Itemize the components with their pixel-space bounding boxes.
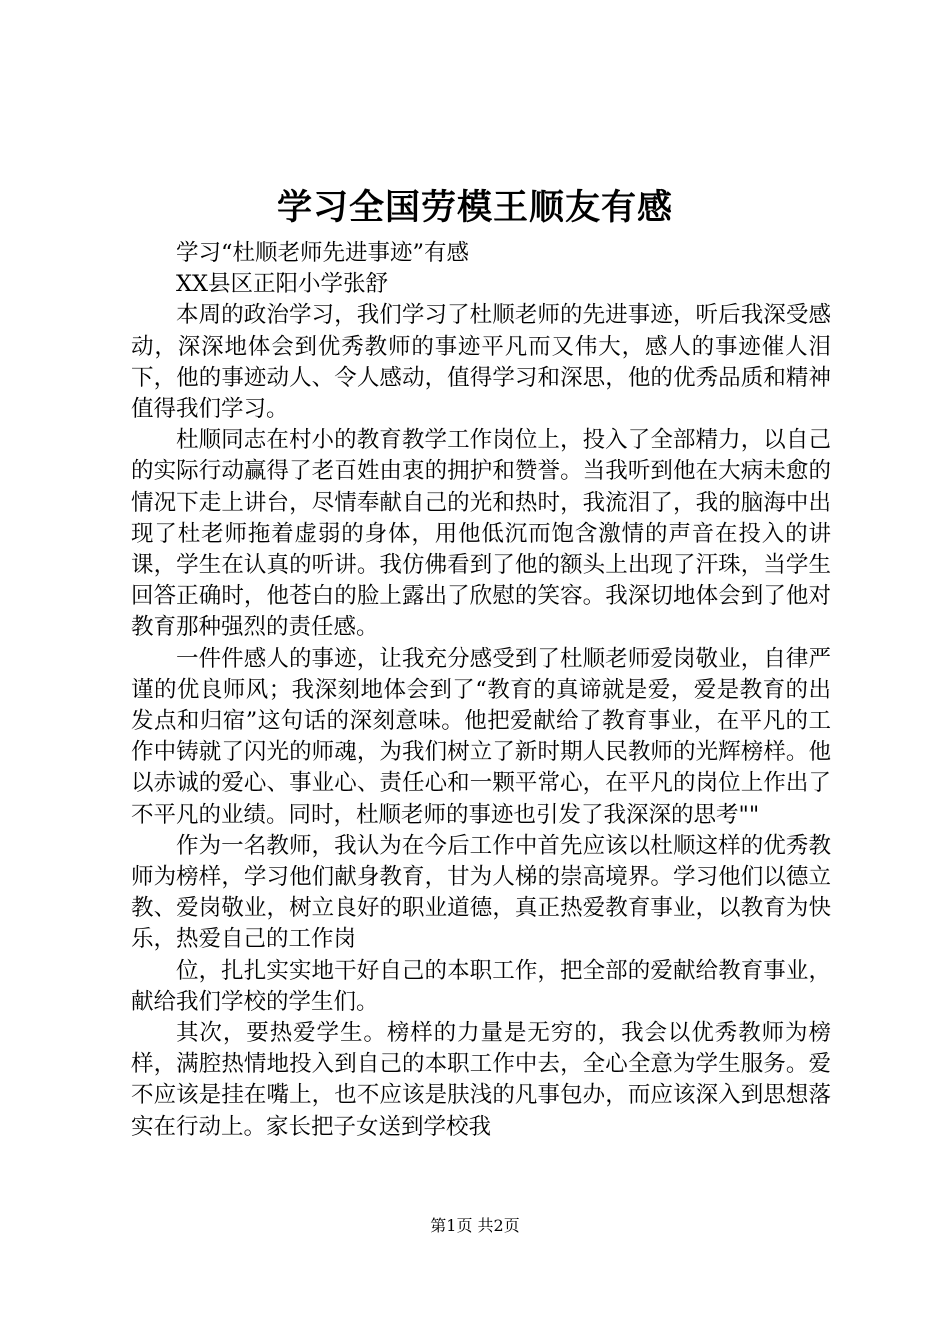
- page-footer: 第1页 共2页: [430, 1216, 520, 1235]
- paragraph: 本周的政治学习，我们学习了杜顺老师的先进事迹，听后我深受感动，深深地体会到优秀教师的事迹平凡而又伟大，感人的事迹催人泪下，他的事迹动人、令人感动，值得学习和深思，他的优秀品质和精神值得我们学习。: [131, 302, 831, 423]
- document-body: [131, 238, 831, 1143]
- paragraph: 杜顺同志在村小的教育教学工作岗位上，投入了全部精力，以自己的实际行动赢得了老百姓由衷的拥护和赞誉。当我听到他在大病未愈的情况下走上讲台，尽情奉献自己的光和热时，我流泪了，我的脑海中出现了杜老师拖着虚弱的身体，用他低沉而饱含激情的声音在投入的讲课，学生在认真的听讲。我仿佛看到了他的额头上出现了汗珠，当学生回答正确时，他苍白的脸上露出了欣慰的笑容。我深切地体会到了他对教育那种强烈的责任感。: [131, 427, 831, 641]
- paragraph: 位，扎扎实实地干好自己的本职工作，把全部的爱献给教育事业，献给我们学校的学生们。: [131, 957, 831, 1015]
- paragraph-subtitle: 学习“杜顺老师先进事迹”有感: [176, 240, 470, 266]
- paragraph: 一件件感人的事迹，让我充分感受到了杜顺老师爱岗敬业，自律严谨的优良师风；我深刻地体会到了“教育的真谛就是爱，爱是教育的出发点和归宿”这句话的深刻意味。他把爱献给了教育事业，在平凡的工作中铸就了闪光的师魂，为我们树立了新时期人民教师的光辉榜样。他以赤诚的爱心、事业心、责任心和一颗平常心，在平凡的岗位上作出了不平凡的业绩。同时，杜顺老师的事迹也引发了我深深的思考"": [131, 645, 831, 828]
- paragraph: 其次，要热爱学生。榜样的力量是无穷的，我会以优秀教师为榜样，满腔热情地投入到自己的本职工作中去，全心全意为学生服务。爱不应该是挂在嘴上，也不应该是肤浅的凡事包办，而应该深入到思想落实在行动上。家长把子女送到学校我: [131, 1020, 831, 1140]
- document-title: 学习全国劳模王顺友有感: [276, 187, 673, 228]
- paragraph-author: XX县区正阳小学张舒: [176, 271, 389, 298]
- paragraph: 作为一名教师，我认为在今后工作中首先应该以杜顺这样的优秀教师为榜样，学习他们献身教育，甘为人梯的崇高境界。学习他们以德立教、爱岗敬业，树立良好的职业道德，真正热爱教育事业，以教育为快乐，热爱自己的工作岗: [131, 832, 831, 953]
